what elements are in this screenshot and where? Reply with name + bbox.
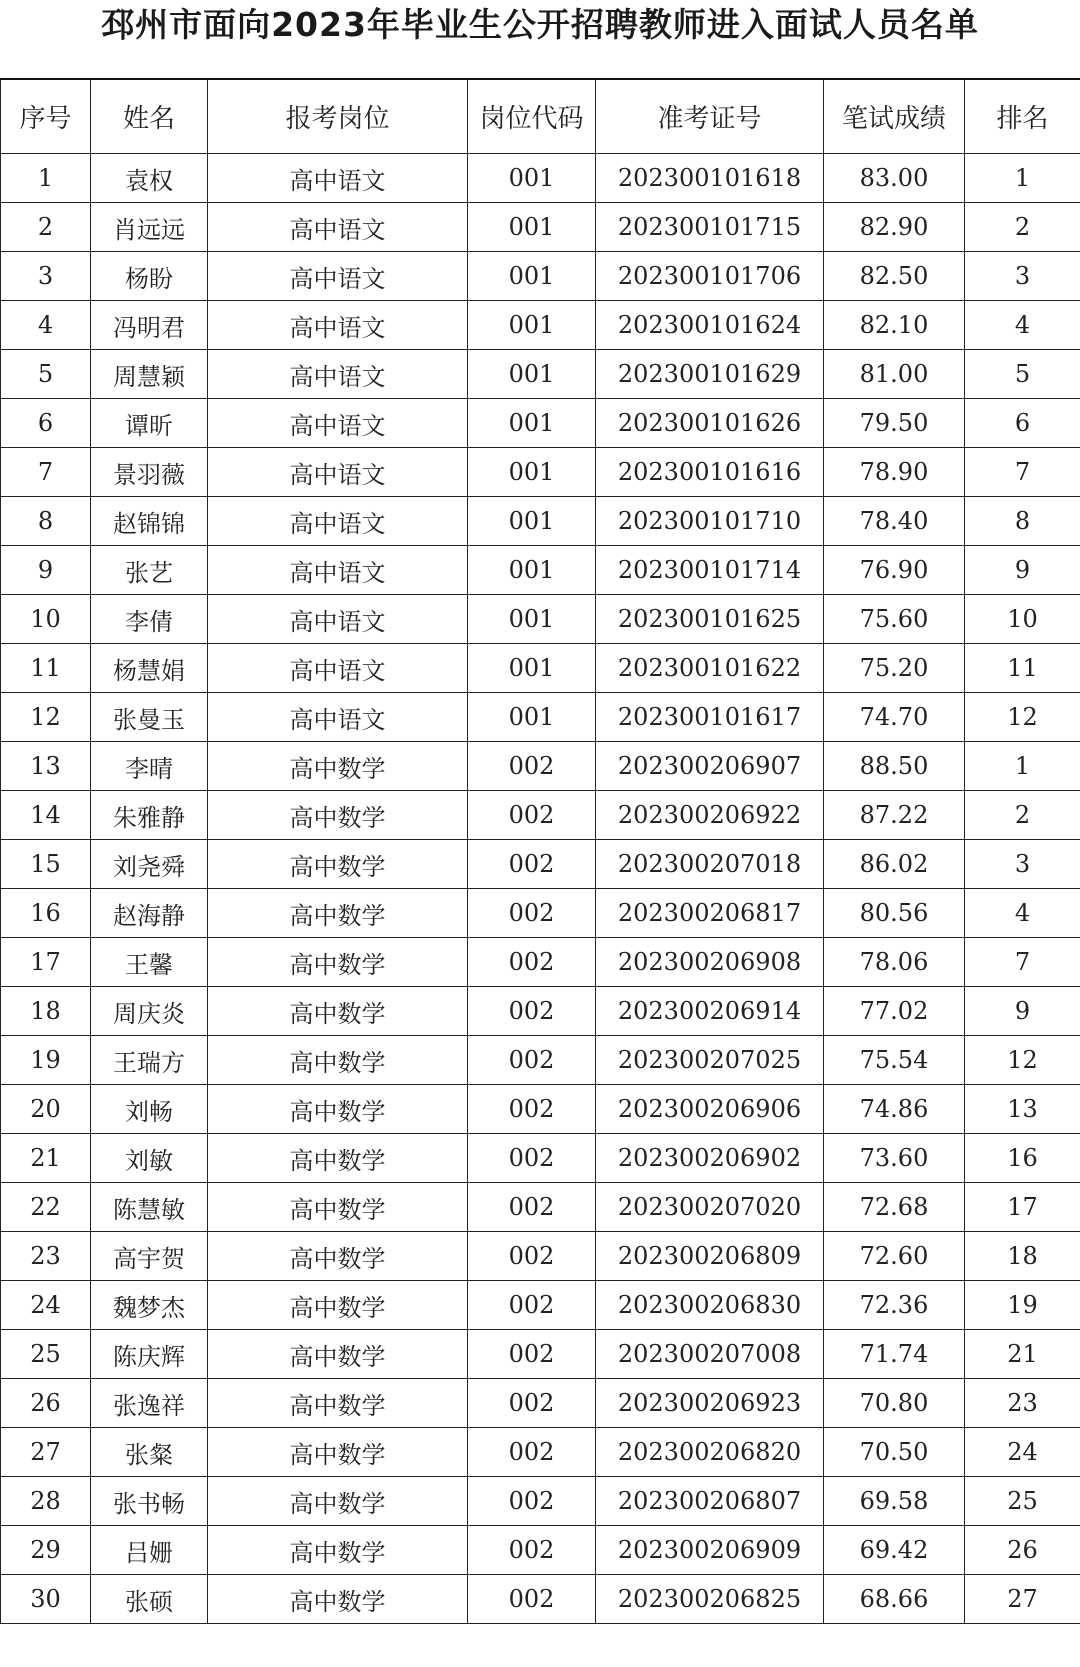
table-row <box>1 595 1080 644</box>
cell-ticket-number: 202300206830 <box>596 1281 824 1330</box>
cell-position: 高中数学 <box>208 889 468 938</box>
header-position: 报考岗位 <box>208 79 468 154</box>
table-row <box>1 448 1080 497</box>
cell-rank: 18 <box>965 1232 1080 1281</box>
cell-written-score: 83.00 <box>824 154 965 203</box>
cell-position: 高中数学 <box>208 791 468 840</box>
cell-serial: 21 <box>1 1134 91 1183</box>
table-row <box>1 889 1080 938</box>
cell-serial: 15 <box>1 840 91 889</box>
cell-ticket-number: 202300101710 <box>596 497 824 546</box>
cell-serial: 17 <box>1 938 91 987</box>
cell-name: 杨慧娟 <box>91 644 208 693</box>
cell-position-code: 002 <box>468 1379 596 1428</box>
cell-ticket-number: 202300207018 <box>596 840 824 889</box>
cell-position: 高中语文 <box>208 448 468 497</box>
header-name: 姓名 <box>91 79 208 154</box>
header-rank: 排名 <box>965 79 1080 154</box>
cell-position-code: 002 <box>468 1281 596 1330</box>
cell-name: 陈慧敏 <box>91 1183 208 1232</box>
cell-position: 高中语文 <box>208 154 468 203</box>
cell-ticket-number: 202300101624 <box>596 301 824 350</box>
page-title: 邳州市面向2023年毕业生公开招聘教师进入面试人员名单 <box>101 5 979 44</box>
table-row <box>1 1134 1080 1183</box>
cell-rank: 17 <box>965 1183 1080 1232</box>
cell-position: 高中数学 <box>208 1085 468 1134</box>
cell-name: 陈庆辉 <box>91 1330 208 1379</box>
cell-serial: 1 <box>1 154 91 203</box>
cell-serial: 30 <box>1 1575 91 1624</box>
cell-rank: 26 <box>965 1526 1080 1575</box>
cell-serial: 25 <box>1 1330 91 1379</box>
cell-name: 张书畅 <box>91 1477 208 1526</box>
cell-ticket-number: 202300101715 <box>596 203 824 252</box>
cell-position: 高中数学 <box>208 1428 468 1477</box>
cell-rank: 5 <box>965 350 1080 399</box>
cell-position: 高中数学 <box>208 1477 468 1526</box>
cell-written-score: 76.90 <box>824 546 965 595</box>
table-row <box>1 791 1080 840</box>
cell-serial: 27 <box>1 1428 91 1477</box>
cell-written-score: 78.40 <box>824 497 965 546</box>
cell-position-code: 002 <box>468 938 596 987</box>
cell-name: 张艺 <box>91 546 208 595</box>
cell-ticket-number: 202300206908 <box>596 938 824 987</box>
table-row <box>1 1232 1080 1281</box>
cell-position-code: 001 <box>468 350 596 399</box>
cell-serial: 8 <box>1 497 91 546</box>
cell-position: 高中语文 <box>208 350 468 399</box>
cell-name: 张逸祥 <box>91 1379 208 1428</box>
cell-written-score: 87.22 <box>824 791 965 840</box>
cell-position-code: 001 <box>468 595 596 644</box>
cell-name: 吕姗 <box>91 1526 208 1575</box>
cell-written-score: 81.00 <box>824 350 965 399</box>
cell-written-score: 68.66 <box>824 1575 965 1624</box>
cell-position-code: 002 <box>468 1232 596 1281</box>
cell-serial: 12 <box>1 693 91 742</box>
cell-position: 高中数学 <box>208 840 468 889</box>
cell-position: 高中语文 <box>208 497 468 546</box>
table-row <box>1 203 1080 252</box>
header-ticket-number: 准考证号 <box>596 79 824 154</box>
cell-written-score: 71.74 <box>824 1330 965 1379</box>
cell-written-score: 72.68 <box>824 1183 965 1232</box>
cell-serial: 16 <box>1 889 91 938</box>
cell-position: 高中语文 <box>208 252 468 301</box>
cell-ticket-number: 202300206825 <box>596 1575 824 1624</box>
cell-serial: 13 <box>1 742 91 791</box>
cell-rank: 7 <box>965 448 1080 497</box>
cell-serial: 10 <box>1 595 91 644</box>
cell-name: 朱雅静 <box>91 791 208 840</box>
cell-ticket-number: 202300101629 <box>596 350 824 399</box>
cell-position: 高中数学 <box>208 1526 468 1575</box>
cell-position: 高中数学 <box>208 1183 468 1232</box>
cell-serial: 5 <box>1 350 91 399</box>
cell-ticket-number: 202300206906 <box>596 1085 824 1134</box>
cell-serial: 22 <box>1 1183 91 1232</box>
cell-position-code: 002 <box>468 840 596 889</box>
cell-written-score: 75.60 <box>824 595 965 644</box>
cell-ticket-number: 202300101706 <box>596 252 824 301</box>
cell-rank: 13 <box>965 1085 1080 1134</box>
table-row <box>1 350 1080 399</box>
cell-rank: 4 <box>965 301 1080 350</box>
cell-name: 刘敏 <box>91 1134 208 1183</box>
table-row <box>1 497 1080 546</box>
table-row <box>1 840 1080 889</box>
cell-written-score: 69.42 <box>824 1526 965 1575</box>
table-row <box>1 1036 1080 1085</box>
header-position-code: 岗位代码 <box>468 79 596 154</box>
table-row <box>1 1575 1080 1624</box>
cell-rank: 8 <box>965 497 1080 546</box>
cell-position: 高中数学 <box>208 987 468 1036</box>
cell-position-code: 001 <box>468 301 596 350</box>
header-serial: 序号 <box>1 79 91 154</box>
cell-serial: 9 <box>1 546 91 595</box>
cell-name: 肖远远 <box>91 203 208 252</box>
cell-name: 周庆炎 <box>91 987 208 1036</box>
cell-rank: 12 <box>965 693 1080 742</box>
cell-written-score: 70.50 <box>824 1428 965 1477</box>
cell-name: 赵锦锦 <box>91 497 208 546</box>
cell-position-code: 001 <box>468 203 596 252</box>
cell-ticket-number: 202300207020 <box>596 1183 824 1232</box>
cell-position: 高中数学 <box>208 1036 468 1085</box>
cell-name: 李倩 <box>91 595 208 644</box>
cell-rank: 23 <box>965 1379 1080 1428</box>
cell-written-score: 73.60 <box>824 1134 965 1183</box>
cell-written-score: 77.02 <box>824 987 965 1036</box>
cell-position: 高中语文 <box>208 203 468 252</box>
cell-serial: 2 <box>1 203 91 252</box>
table-row <box>1 1379 1080 1428</box>
table-row <box>1 987 1080 1036</box>
cell-ticket-number: 202300207025 <box>596 1036 824 1085</box>
cell-written-score: 82.50 <box>824 252 965 301</box>
cell-written-score: 78.06 <box>824 938 965 987</box>
cell-ticket-number: 202300206820 <box>596 1428 824 1477</box>
cell-serial: 3 <box>1 252 91 301</box>
cell-ticket-number: 202300206907 <box>596 742 824 791</box>
cell-position: 高中数学 <box>208 1379 468 1428</box>
cell-name: 谭昕 <box>91 399 208 448</box>
table-row <box>1 693 1080 742</box>
cell-written-score: 82.10 <box>824 301 965 350</box>
cell-position-code: 002 <box>468 1330 596 1379</box>
cell-position: 高中数学 <box>208 938 468 987</box>
cell-rank: 4 <box>965 889 1080 938</box>
cell-rank: 25 <box>965 1477 1080 1526</box>
cell-rank: 16 <box>965 1134 1080 1183</box>
cell-name: 魏梦杰 <box>91 1281 208 1330</box>
cell-ticket-number: 202300206914 <box>596 987 824 1036</box>
cell-position: 高中语文 <box>208 301 468 350</box>
cell-ticket-number: 202300206817 <box>596 889 824 938</box>
cell-ticket-number: 202300101625 <box>596 595 824 644</box>
cell-position: 高中语文 <box>208 546 468 595</box>
cell-rank: 9 <box>965 987 1080 1036</box>
cell-rank: 21 <box>965 1330 1080 1379</box>
cell-rank: 7 <box>965 938 1080 987</box>
cell-rank: 11 <box>965 644 1080 693</box>
cell-position: 高中语文 <box>208 644 468 693</box>
cell-rank: 24 <box>965 1428 1080 1477</box>
cell-ticket-number: 202300207008 <box>596 1330 824 1379</box>
cell-name: 冯明君 <box>91 301 208 350</box>
cell-position-code: 001 <box>468 448 596 497</box>
cell-serial: 18 <box>1 987 91 1036</box>
table-row <box>1 1526 1080 1575</box>
cell-written-score: 82.90 <box>824 203 965 252</box>
cell-written-score: 72.36 <box>824 1281 965 1330</box>
cell-position-code: 002 <box>468 987 596 1036</box>
cell-written-score: 74.86 <box>824 1085 965 1134</box>
cell-written-score: 70.80 <box>824 1379 965 1428</box>
cell-position: 高中数学 <box>208 742 468 791</box>
cell-position-code: 001 <box>468 399 596 448</box>
cell-serial: 19 <box>1 1036 91 1085</box>
cell-position-code: 001 <box>468 693 596 742</box>
cell-name: 袁权 <box>91 154 208 203</box>
cell-position: 高中语文 <box>208 399 468 448</box>
cell-rank: 12 <box>965 1036 1080 1085</box>
table-row <box>1 546 1080 595</box>
cell-rank: 3 <box>965 840 1080 889</box>
cell-written-score: 75.20 <box>824 644 965 693</box>
cell-rank: 9 <box>965 546 1080 595</box>
cell-position-code: 002 <box>468 1477 596 1526</box>
cell-position: 高中数学 <box>208 1330 468 1379</box>
cell-position-code: 002 <box>468 1134 596 1183</box>
cell-ticket-number: 202300206807 <box>596 1477 824 1526</box>
interview-list-table <box>0 78 1080 1624</box>
cell-written-score: 75.54 <box>824 1036 965 1085</box>
cell-serial: 11 <box>1 644 91 693</box>
cell-ticket-number: 202300206909 <box>596 1526 824 1575</box>
cell-rank: 2 <box>965 791 1080 840</box>
cell-name: 李晴 <box>91 742 208 791</box>
cell-position: 高中数学 <box>208 1575 468 1624</box>
cell-position: 高中数学 <box>208 1232 468 1281</box>
cell-rank: 10 <box>965 595 1080 644</box>
cell-serial: 7 <box>1 448 91 497</box>
cell-position-code: 001 <box>468 154 596 203</box>
cell-ticket-number: 202300101618 <box>596 154 824 203</box>
cell-written-score: 80.56 <box>824 889 965 938</box>
table-row <box>1 1428 1080 1477</box>
cell-rank: 6 <box>965 399 1080 448</box>
cell-name: 杨盼 <box>91 252 208 301</box>
cell-ticket-number: 202300101626 <box>596 399 824 448</box>
cell-ticket-number: 202300206902 <box>596 1134 824 1183</box>
cell-ticket-number: 202300101616 <box>596 448 824 497</box>
cell-position-code: 002 <box>468 791 596 840</box>
cell-name: 张粲 <box>91 1428 208 1477</box>
cell-name: 高宇贺 <box>91 1232 208 1281</box>
cell-position: 高中数学 <box>208 1134 468 1183</box>
cell-rank: 3 <box>965 252 1080 301</box>
cell-serial: 20 <box>1 1085 91 1134</box>
table-row <box>1 938 1080 987</box>
cell-serial: 24 <box>1 1281 91 1330</box>
cell-ticket-number: 202300206923 <box>596 1379 824 1428</box>
cell-serial: 4 <box>1 301 91 350</box>
header-written-score: 笔试成绩 <box>824 79 965 154</box>
cell-name: 景羽薇 <box>91 448 208 497</box>
cell-written-score: 69.58 <box>824 1477 965 1526</box>
table-row <box>1 252 1080 301</box>
cell-written-score: 74.70 <box>824 693 965 742</box>
cell-serial: 29 <box>1 1526 91 1575</box>
table-row <box>1 399 1080 448</box>
cell-written-score: 88.50 <box>824 742 965 791</box>
cell-written-score: 78.90 <box>824 448 965 497</box>
table-row <box>1 1281 1080 1330</box>
cell-serial: 26 <box>1 1379 91 1428</box>
cell-ticket-number: 202300101714 <box>596 546 824 595</box>
cell-position-code: 002 <box>468 1036 596 1085</box>
cell-rank: 1 <box>965 154 1080 203</box>
cell-position: 高中数学 <box>208 1281 468 1330</box>
cell-name: 周慧颖 <box>91 350 208 399</box>
cell-position-code: 001 <box>468 644 596 693</box>
cell-position-code: 002 <box>468 1085 596 1134</box>
cell-serial: 6 <box>1 399 91 448</box>
cell-rank: 2 <box>965 203 1080 252</box>
cell-ticket-number: 202300101617 <box>596 693 824 742</box>
cell-position-code: 001 <box>468 497 596 546</box>
cell-position: 高中语文 <box>208 595 468 644</box>
cell-name: 赵海静 <box>91 889 208 938</box>
cell-position-code: 002 <box>468 1183 596 1232</box>
table-row <box>1 1085 1080 1134</box>
cell-serial: 23 <box>1 1232 91 1281</box>
cell-rank: 27 <box>965 1575 1080 1624</box>
cell-ticket-number: 202300101622 <box>596 644 824 693</box>
table-row <box>1 1477 1080 1526</box>
cell-written-score: 72.60 <box>824 1232 965 1281</box>
cell-ticket-number: 202300206809 <box>596 1232 824 1281</box>
table-row <box>1 1330 1080 1379</box>
cell-ticket-number: 202300206922 <box>596 791 824 840</box>
cell-position-code: 002 <box>468 742 596 791</box>
cell-position-code: 001 <box>468 252 596 301</box>
cell-position-code: 002 <box>468 1428 596 1477</box>
cell-position: 高中语文 <box>208 693 468 742</box>
table-row <box>1 742 1080 791</box>
table-row <box>1 154 1080 203</box>
cell-name: 刘畅 <box>91 1085 208 1134</box>
cell-written-score: 79.50 <box>824 399 965 448</box>
table-row <box>1 1183 1080 1232</box>
cell-position-code: 001 <box>468 546 596 595</box>
cell-position-code: 002 <box>468 889 596 938</box>
cell-rank: 19 <box>965 1281 1080 1330</box>
cell-serial: 28 <box>1 1477 91 1526</box>
header-row <box>1 79 1080 154</box>
cell-name: 王馨 <box>91 938 208 987</box>
table-row <box>1 644 1080 693</box>
cell-rank: 1 <box>965 742 1080 791</box>
cell-name: 刘尧舜 <box>91 840 208 889</box>
cell-position-code: 002 <box>468 1526 596 1575</box>
cell-name: 王瑞方 <box>91 1036 208 1085</box>
cell-written-score: 86.02 <box>824 840 965 889</box>
cell-name: 张曼玉 <box>91 693 208 742</box>
cell-position-code: 002 <box>468 1575 596 1624</box>
table-row <box>1 301 1080 350</box>
cell-serial: 14 <box>1 791 91 840</box>
cell-name: 张硕 <box>91 1575 208 1624</box>
